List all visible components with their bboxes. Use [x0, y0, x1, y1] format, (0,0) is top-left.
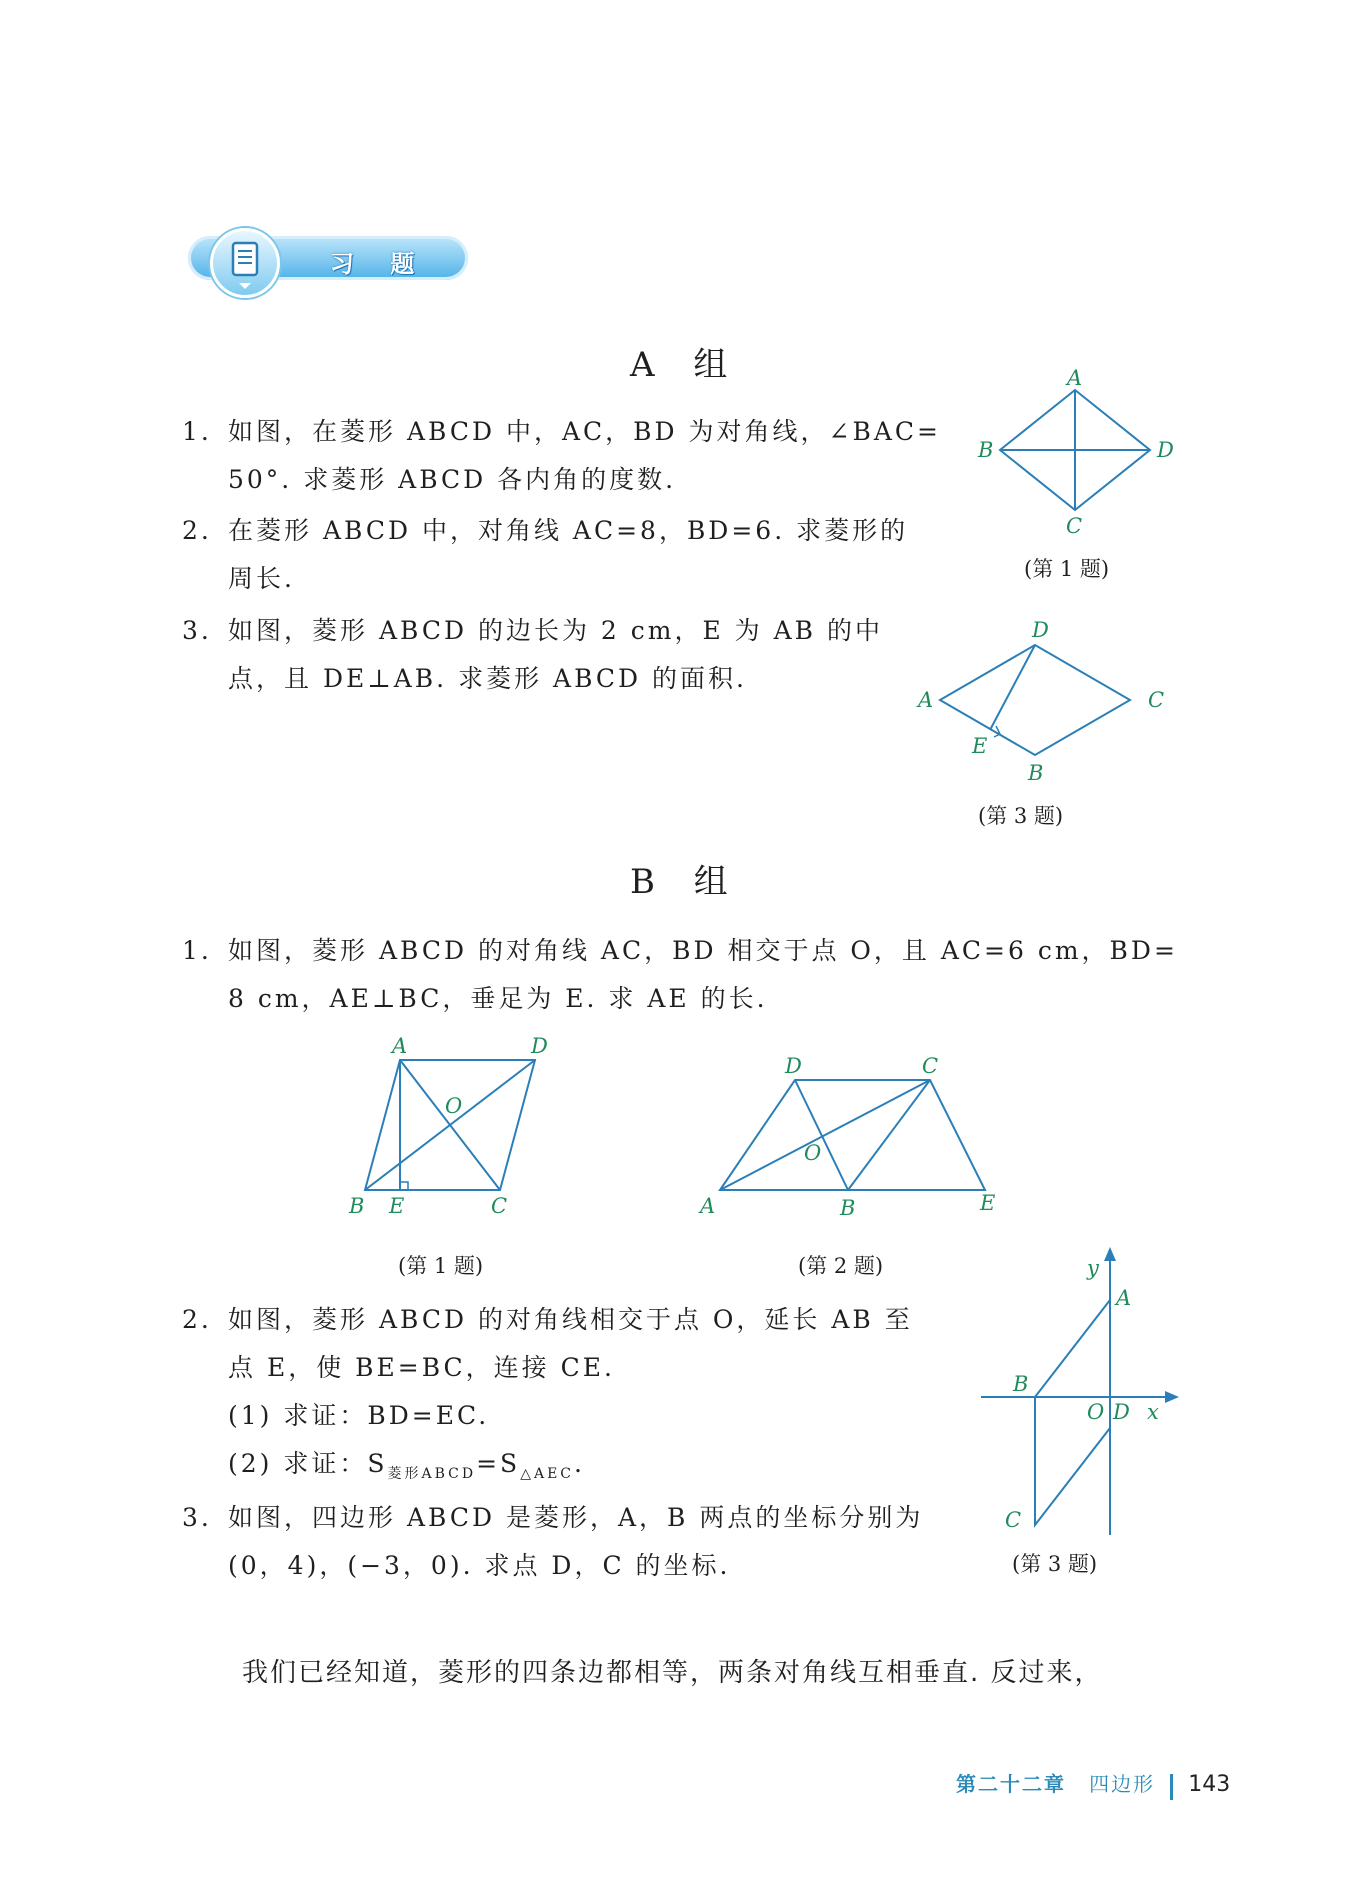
label-d: D — [1113, 1400, 1130, 1424]
figure-b1-rhombus — [345, 1035, 575, 1235]
footer-chapter: 第二十二章 — [956, 1772, 1066, 1796]
a-question-2 — [182, 507, 962, 603]
question-text-cont: 点，且 DE⊥AB. 求菱形 ABCD 的面积. — [228, 664, 747, 693]
question-text-cont: 50°. 求菱形 ABCD 各内角的度数. — [228, 465, 677, 494]
label-c: C — [1005, 1508, 1022, 1532]
b-question-1 — [182, 927, 1182, 1023]
sub-question-2 — [182, 1440, 962, 1498]
question-text: 如图，四边形 ABCD 是菱形，A，B 两点的坐标分别为 — [228, 1503, 924, 1532]
figure-a3-rhombus — [910, 615, 1180, 795]
figure-a1-caption: (第 1 题) — [1024, 557, 1110, 581]
sub2-subscript-2: △AEC — [520, 1466, 574, 1482]
label-b: B — [1028, 761, 1044, 785]
question-number: 2. — [182, 516, 212, 545]
question-number: 3. — [182, 1503, 212, 1532]
b-question-3 — [182, 1494, 962, 1590]
question-text: 如图，菱形 ABCD 的对角线 AC，BD 相交于点 O，且 AC=6 cm，BD= — [228, 936, 1178, 965]
sub-question-1: (1) 求证：BD=EC. — [228, 1401, 490, 1430]
label-a: A — [1116, 1286, 1132, 1310]
label-c: C — [1148, 688, 1165, 712]
sub2-prefix: (2) 求证：S — [228, 1449, 388, 1478]
question-text: 如图，在菱形 ABCD 中，AC，BD 为对角线，∠BAC= — [228, 417, 941, 446]
question-text: 如图，菱形 ABCD 的对角线相交于点 O，延长 AB 至 — [228, 1305, 913, 1334]
label-c: C — [491, 1194, 508, 1218]
label-b: B — [1013, 1372, 1029, 1396]
question-number: 2. — [182, 1305, 212, 1334]
label-b: B — [349, 1194, 365, 1218]
label-e: E — [972, 734, 988, 758]
question-text-cont: 点 E，使 BE=BC，连接 CE. — [228, 1353, 615, 1382]
group-a-title: A 组 — [630, 345, 742, 385]
exercise-banner — [178, 228, 468, 288]
label-d: D — [1157, 438, 1174, 462]
figure-b2-trapezoid — [700, 1055, 1020, 1230]
page-footer — [956, 1768, 1230, 1800]
label-b: B — [840, 1196, 856, 1220]
label-y: y — [1087, 1256, 1099, 1280]
label-d: D — [1032, 618, 1049, 642]
sub2-subscript-1: 菱形ABCD — [387, 1466, 477, 1482]
question-number: 1. — [182, 936, 212, 965]
label-a: A — [1067, 366, 1083, 390]
figure-b1-caption: (第 1 题) — [398, 1254, 484, 1278]
figure-b3-coordinate — [975, 1245, 1195, 1545]
question-text-cont: 8 cm，AE⊥BC，垂足为 E. 求 AE 的长. — [228, 984, 768, 1013]
b-question-2 — [182, 1296, 962, 1498]
question-text-cont: 周长. — [228, 564, 295, 593]
label-e: E — [389, 1194, 405, 1218]
sub2-end: . — [574, 1449, 585, 1478]
label-a: A — [392, 1034, 408, 1058]
footer-section: 四边形 — [1089, 1772, 1156, 1796]
question-text: 在菱形 ABCD 中，对角线 AC=8，BD=6. 求菱形的 — [228, 516, 909, 545]
label-a: A — [700, 1194, 716, 1218]
label-o: O — [804, 1141, 822, 1165]
question-number: 1. — [182, 417, 212, 446]
page-number: 143 — [1188, 1772, 1231, 1797]
figure-a3-caption: (第 3 题) — [978, 804, 1064, 828]
figure-b2-caption: (第 2 题) — [798, 1254, 884, 1278]
closing-paragraph: 我们已经知道，菱形的四条边都相等，两条对角线互相垂直. 反过来， — [242, 1658, 1103, 1688]
label-e: E — [980, 1191, 996, 1215]
label-c: C — [1066, 514, 1083, 538]
a-question-3 — [182, 607, 962, 703]
notebook-icon — [210, 228, 280, 298]
label-b: B — [978, 438, 994, 462]
figure-b3-caption: (第 3 题) — [1012, 1552, 1098, 1576]
label-o: O — [445, 1094, 463, 1118]
label-d: D — [531, 1034, 548, 1058]
footer-divider — [1170, 1774, 1173, 1800]
banner-label: 习 题 — [330, 250, 429, 278]
question-text-cont: (0，4)，(−3，0). 求点 D，C 的坐标. — [228, 1551, 731, 1580]
figure-a1-rhombus — [970, 365, 1190, 575]
label-o: O — [1087, 1400, 1105, 1424]
group-b-title: B 组 — [630, 862, 742, 902]
question-number: 3. — [182, 616, 212, 645]
a-question-1 — [182, 408, 962, 504]
label-d: D — [785, 1054, 802, 1078]
question-text: 如图，菱形 ABCD 的边长为 2 cm，E 为 AB 的中 — [228, 616, 883, 645]
label-c: C — [922, 1054, 939, 1078]
label-a: A — [918, 688, 934, 712]
sub2-mid: =S — [476, 1449, 521, 1478]
label-x: x — [1147, 1400, 1159, 1424]
